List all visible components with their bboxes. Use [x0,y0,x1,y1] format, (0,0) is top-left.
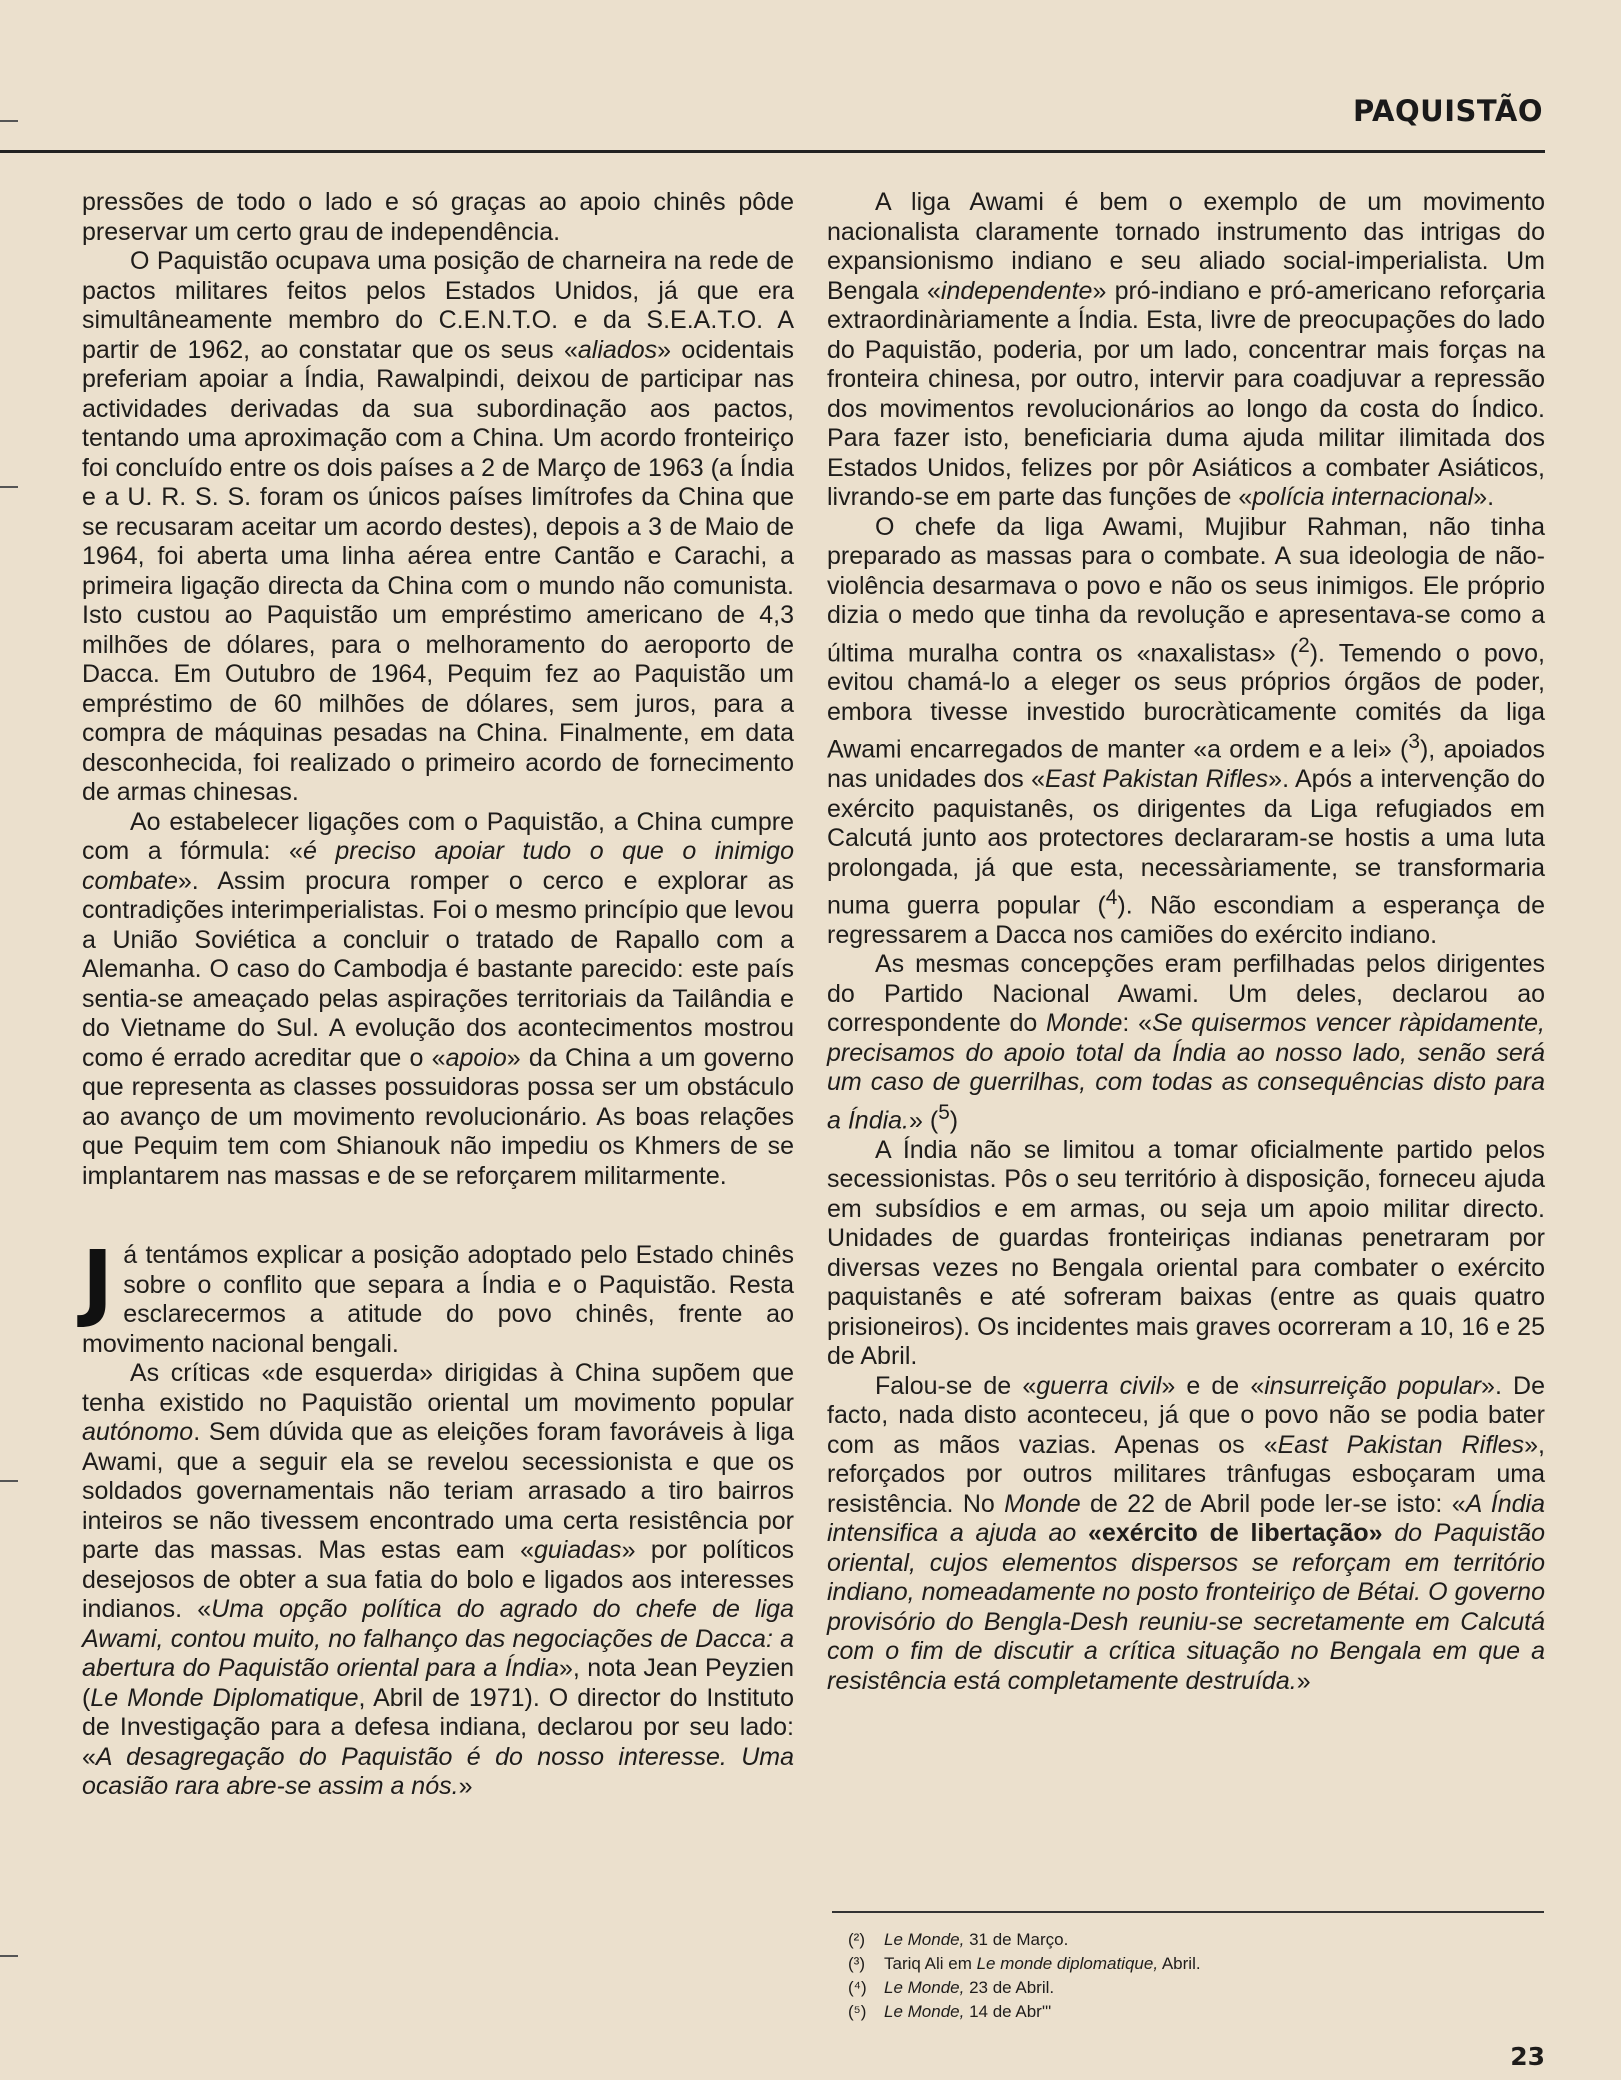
footnote: (²) Le Monde, 31 de Março. [848,1930,1069,1949]
left-article-column [82,188,794,1802]
footnote-divider [832,1911,1544,1913]
paragraph: Falou-se de «guerra civil» e de «insurreição popular». De facto, nada disto aconteceu, já que o povo não se podia bater com as mãos vazias. Apenas os «East Pakistan Rifles», reforçados por outros militares trânfugas esboçaram uma resistência. No Monde de 22 de Abril pode ler-se isto: «A Índia intensifica a ajuda ao «exército de libertação» do Paquistão oriental, cujos elementos dispersos se reforçam em território indiano, nomeadamente no posto fronteiriço de Bétai. O governo provisório do Bengla-Desh reuniu-se secretamente em Calcutá com o fim de discutir a crítica situação no Bengala em que a resistência está completamente destruída.» [827,1371,1545,1695]
paragraph: O Paquistão ocupava uma posição de charneira na rede de pactos militares feitos pelos Estados Unidos, já que era simultâneamente membro do C.E.N.T.O. e da S.E.A.T.O. A partir de 1962, ao constatar que os seus «aliados» ocidentais preferiam apoiar a Índia, Rawalpindi, deixou de participar nas actividades derivadas da sua subordinação aos pactos, tentando uma aproximação com a China. Um acordo fronteiriço foi concluído entre os dois países a 2 de Março de 1963 (a Índia e a U. R. S. S. foram os únicos países limítrofes da China que se recusaram aceitar um acordo destes), depois a 3 de Maio de 1964, foi aberta uma linha aérea entre Cantão e Carachi, a primeira ligação directa da China com o mundo não comunista. Isto custou ao Paquistão um empréstimo americano de 4,3 milhões de dólares, para o melhoramento do aeroporto de Dacca. Em Outubro de 1964, Pequim fez ao Paquistão um empréstimo de 60 milhões de dólares, sem juros, para a compra de máquinas pesadas na China. Finalmente, em data desconhecida, foi realizado o primeiro acordo de fornecimento de armas chinesas. [82,247,794,806]
footnotes [848,1928,1544,2024]
binding-mark [0,1955,18,1957]
footnote: (⁵) Le Monde, 14 de Abr'" [848,2002,1052,2021]
paragraph: O chefe da liga Awami, Mujibur Rahman, não tinha preparado as massas para o combate. A sua ideologia de não-violência desarmava o povo e não os seus inimigos. Ele próprio dizia o medo que tinha da revolução e apresentava-se como a última muralha contra os «naxalistas» ($^2$). Temendo o povo, evitou chamá-lo a eleger os seus próprios órgãos de poder, embora tivesse investido burocràticamente comités da liga Awami encarregados de manter «a ordem e a lei» ($^3$), apoiados nas unidades dos «East Pakistan Rifles». Após a intervenção do exército paquistanês, os dirigentes da Liga refugiados em Calcutá junto aos protectores declararam-se hostis a uma luta prolongada, já que esta, necessàriamente, se transformaria numa guerra popular ($^4$). Não escondiam a esperança de regressarem a Dacca nos camiões do exército indiano. [827,512,1545,949]
footnote: (⁴) Le Monde, 23 de Abril. [848,1978,1055,1997]
paragraph: As críticas «de esquerda» dirigidas à China supõem que tenha existido no Paquistão oriental um movimento popular autónomo. Sem dúvida que as eleições foram favoráveis à liga Awami, que a seguir ela se revelou secessionista e que os soldados governamentais não teriam arrasado a tiro bairros inteiros se não tivessem encontrado uma certa resistência por parte das massas. Mas estas eam «guiadas» por políticos desejosos de obter a sua fatia do bolo e ligados aos interesses indianos. «Uma opção política do agrado do chefe de liga Awami, contou muito, no falhanço das negociações de Dacca: a abertura do Paquistão oriental para a Índia», nota Jean Peyzien (Le Monde Diplomatique, Abril de 1971). O director do Instituto de Investigação para a defesa indiana, declarou por seu lado: «A desagregação do Paquistão é do nosso interesse. Uma ocasião rara abre-se assim a nós.» [82,1359,795,1800]
paragraph: As mesmas concepções eram perfilhadas pelos dirigentes do Partido Nacional Awami. Um deles, declarou ao correspondente do Monde: «Se quisermos vencer ràpidamente, precisamos do apoio total da Índia ao nosso lado, senão será um caso de guerrilhas, com todas as consequências disto para a Índia.» ($^5$) [827,950,1546,1135]
footnote-ref: 5 [938,1100,950,1124]
paragraph: A liga Awami é bem o exemplo de um movimento nacionalista claramente tornado instrumento das intrigas do expansionismo indiano e seu aliado social-imperialista. Um Bengala «independente» pró-indiano e pró-americano reforçaria extraordinàriamente a Índia. Esta, livre de preocupações do lado do Paquistão, poderia, por um lado, concentrar mais forças na fronteira chinesa, por outro, intervir para coadjuvar a repressão dos movimentos revolucionários ao longo da costa do Índico. Para fazer isto, beneficiaria duma ajuda militar ilimitada dos Estados Unidos, felizes por pôr Asiáticos a combater Asiáticos, livrando-se em parte das funções de «polícia internacional». [827,188,1545,511]
section-gap [82,1191,794,1241]
paragraph: A Índia não se limitou a tomar oficialmente partido pelos secessionistas. Pôs o seu território à disposição, forneceu ajuda em subsídios e em armas, ou seja um apoio militar directo. Unidades de guardas fronteiriças indianas penetraram por diversas vezes no Bengala oriental para combater o exército paquistanês e até sofreram baixas (entre as quais quatro prisioneiros). Os incidentes mais graves ocorreram a 10, 16 e 25 de Abril. [827,1135,1545,1371]
drop-cap: J [82,1232,114,1330]
page-number: 23 [1510,2042,1545,2071]
binding-mark [0,486,18,488]
footnote-ref: 3 [1408,730,1420,754]
footnote-ref: 2 [1298,633,1310,657]
paragraph: Já tentámos explicar a posição adoptado pelo Estado chinês sobre o conflito que separa a Índia e o Paquistão. Resta esclarecermos a atitude do povo chinês, frente ao movimento nacional bengali. [82,1232,794,1358]
page-header-title: PAQUISTÃO [1352,94,1543,128]
footnote: (³) Tariq Ali em Le monde diplomatique, Abril. [848,1954,1201,1973]
paragraph: Ao estabelecer ligações com o Paquistão, a China cumpre com a fórmula: «é preciso apoiar tudo o que o inimigo combate». Assim procura romper o cerco e explorar as contradições interimperialistas. Foi o mesmo princípio que levou a União Soviética a concluir o tratado de Rapallo com a Alemanha. O caso do Cambodja é bastante parecido: este país sentia-se ameaçado pelas aspirações territoriais da Tailândia e do Vietname do Sul. A evolução dos acontecimentos mostrou como é errado acreditar que o «apoio» da China a um governo que representa as classes possuidoras possa ser um obstáculo ao avanço de um movimento revolucionário. As boas relações que Pequim tem com Shianouk não impediu os Khmers de se implantarem nas massas e de se reforçarem militarmente. [82,807,794,1190]
header-divider [0,150,1545,153]
paragraph: pressões de todo o lado e só graças ao apoio chinês pôde preservar um certo grau de independência. [82,188,794,246]
binding-mark [0,120,18,122]
footnote-ref: 4 [1105,886,1118,910]
right-article-column [827,188,1545,1696]
binding-mark [0,1480,18,1482]
